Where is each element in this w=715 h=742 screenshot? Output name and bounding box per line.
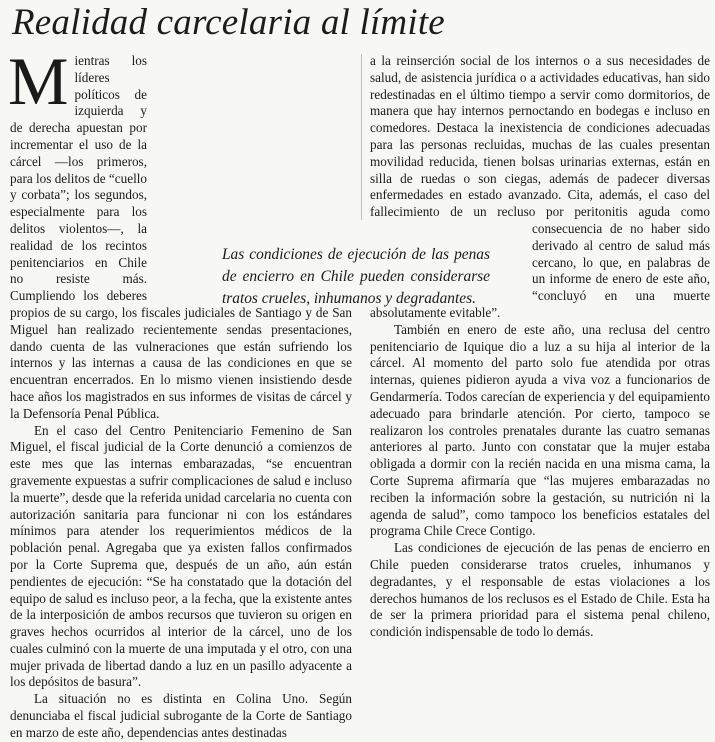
- paragraph-san-miguel: En el caso del Centro Penitenciario Femenino de San Miguel, el fiscal judicial de la Corte denunció a comienzos de este mes que las internas embarazadas, “se encuentran gravemente expuestas a sufrir complicaciones de salud e incluso la muerte”, desde que la referida unidad carcelaria no cuenta con autorización sanitaria para funcionar ni con los estándares mínimos para atender los requerimientos médicos de la población penal. Agregaba que ya existen fallos confirmados por la Corte Suprema que, después de un año, aún están pendientes de ejecución: “Se ha constatado que la dotación del equipo de salud es incluso peor, a la fecha, que la existente antes de la interposición de ambos recursos que tuvieron su origen en graves hechos ocurridos al interior de la cárcel, uno de los cuales culminó con la muerte de una imputada y el otro, con una mujer privada de libertad dando a luz en un pasillo adyacente a los depósitos de basura”.: [10, 422, 352, 690]
- paragraph-colina-cont: a la reinserción social de los internos o a sus necesidades de salud, de asistencia jurídica o a actividades educativas, han sido redestinadas en el último tiempo a servir como dormitorios, de manera que hay internos pernoctando en bodegas e incluso en comedores. Destaca la inexistencia de condiciones adecuadas para las personas recluidas, muchas de las cuales presentan movilidad reducida, tienen bolsas urinarias externas, están en silla de ruedas o son ciegas, además de padecer diversas enfermedades en estado avanzado. Cita, además, el caso del fallecimiento de un recluso por peritonitis aguda como consecuencia de no haber sido derivado al centro de salud más cercano, lo que, en palabras de un informe de enero de este año, “concluyó en una muerte absolutamente evitable”.: [370, 53, 710, 320]
- pull-quote: Las condiciones de ejecución de las penas de encierro en Chile pueden considerarse tratos crueles, inhumanos y degradantes.: [222, 246, 490, 307]
- paragraph-iquique: También en enero de este año, una reclusa del centro penitenciario de Iquique dio a luz a su hija al interior de la cárcel. Al momento del parto solo fue atendida por otras internas, quienes pidieron ayuda a viva voz a funcionarios de Gendarmería. Todos carecían de experiencia y del equipamiento adecuado para brindarle atención. Por cierto, tampoco se realizaron los controles prenatales durante las cuatro semanas anteriores al parto. Junto con constatar que la mujer estaba obligada a dormir con la recién nacida en una misma cama, la Corte Suprema afirmaría que “las mujeres embarazadas no reciben la información sobre la gestación, su nutrición ni la agenda de salud”, como tampoco los beneficios estatales del programa Chile Crece Contigo.: [370, 321, 710, 539]
- article-column-right: [370, 53, 710, 641]
- paragraph-intro: ientras los líderes políticos de izquierda y de derecha apuestan por incrementar el uso de la cárcel —los primeros, para los delitos de “cuello y corbata”; los segundos, especialmente para los delitos violentos—, la realidad de los recintos penitenciarios en Chile no resiste más. Cumpliendo los deberes propios de su cargo, los fiscales judiciales de Santiago y de San Miguel han realizado recientemente sendas presentaciones, dando cuenta de las vulneraciones que están sufriendo los internos y las internas a causa de las condiciones en que se encuentran encerrados. En lo mismo vienen insistiendo desde hace años los magistrados en sus informes de visitas de cárcel y la Defensoría Penal Pública.: [10, 53, 352, 421]
- paragraph-colina: La situación no es distinta en Colina Uno. Según denunciaba el fiscal judicial subrogante de la Corte de Santiago en marzo de este año, dependencias antes destinadas: [10, 691, 352, 740]
- article-column-left: [8, 43, 352, 742]
- article-title: Realidad carcelaria al límite: [12, 2, 445, 43]
- column-divider: [361, 54, 362, 220]
- paragraph-conclusion: Las condiciones de ejecución de las penas de encierro en Chile pueden considerarse tratos crueles, inhumanos y degradantes, y el responsable de estas violaciones a los derechos humanos de los reclusos es el Estado de Chile. Esta ha de ser la primera prioridad para el sistema penal chileno, condición indispensable de todo lo demás.: [370, 540, 710, 640]
- drop-cap: M: [8, 43, 69, 119]
